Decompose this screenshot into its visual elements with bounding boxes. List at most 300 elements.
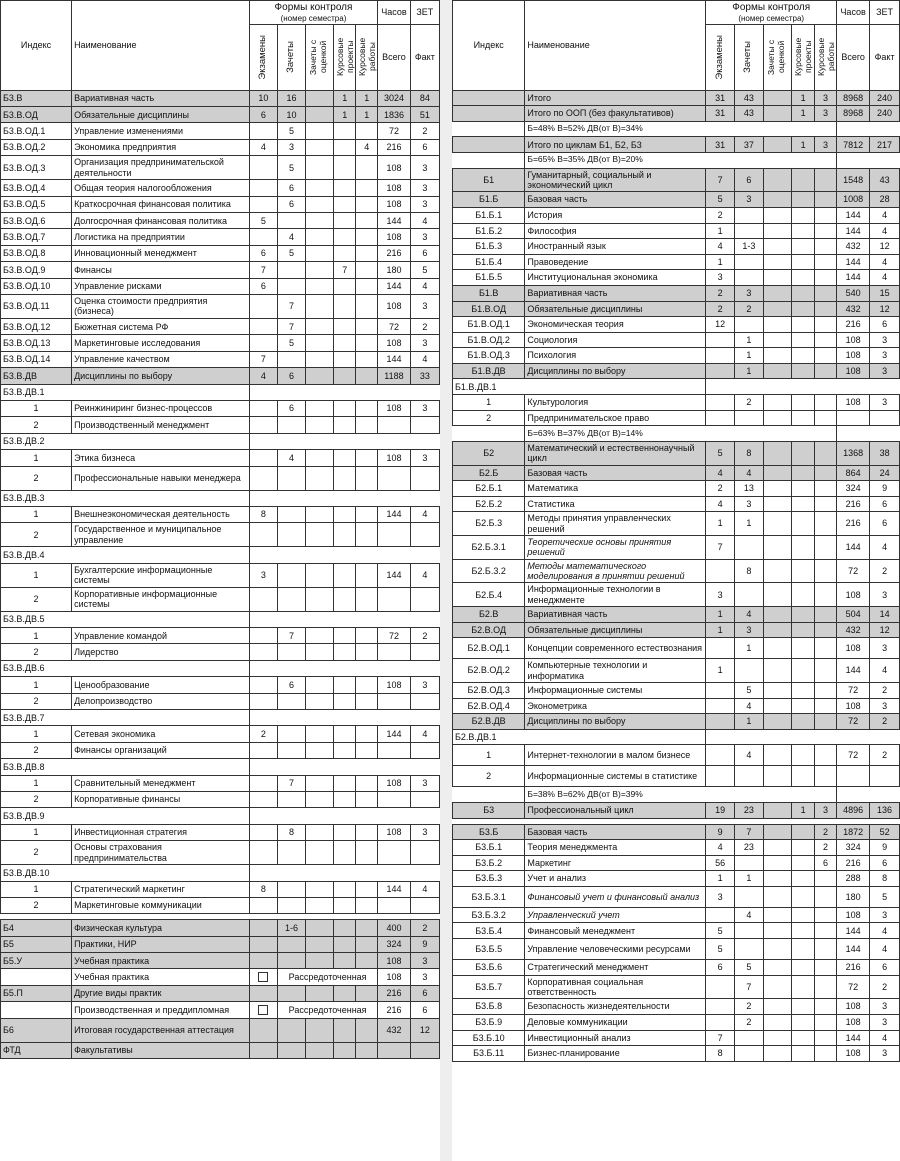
kurs-raboty-cell: 2 (814, 840, 836, 856)
zachety-ocenka-cell (306, 1042, 334, 1058)
ratio-spacer (453, 426, 525, 442)
zachety-cell: 4 (277, 229, 305, 245)
kurs-proekty-cell (334, 506, 356, 522)
total-hours-cell (378, 466, 410, 490)
total-hours-cell: 144 (378, 213, 410, 229)
total-hours-cell: 400 (378, 920, 410, 936)
row-name: Маркетинговые коммуникации (72, 897, 250, 913)
exams-cell: 7 (249, 351, 277, 367)
row-name: Вариативная часть (72, 90, 250, 106)
zet-fact-cell: 4 (870, 207, 900, 223)
exams-cell (249, 294, 277, 318)
row-name: Институциональная экономика (525, 270, 706, 286)
ratio-spacer (837, 787, 900, 803)
zet-fact-cell: 9 (410, 936, 439, 952)
row-name: Факультативы (72, 1042, 250, 1058)
exams-cell: 19 (706, 802, 735, 818)
kurs-proekty-cell (334, 523, 356, 547)
row-index: Б3.В.ОД.14 (1, 351, 72, 367)
kurs-proekty-cell (334, 196, 356, 212)
zachety-ocenka-cell (763, 622, 792, 638)
zachety-cell (277, 1018, 305, 1042)
kurs-proekty-cell (334, 936, 356, 952)
exams-cell: 1 (706, 659, 735, 683)
zachety-ocenka-cell (763, 802, 792, 818)
kurs-raboty-cell (356, 563, 378, 587)
row-name: Производственная и преддипломная (72, 1002, 250, 1018)
discipline-row (1, 1002, 440, 1018)
zachety-ocenka-cell (306, 368, 334, 384)
zachety-ocenka-cell (306, 156, 334, 180)
zachety-ocenka-cell (763, 332, 792, 348)
exams-cell (249, 1042, 277, 1058)
kurs-raboty-cell (814, 496, 836, 512)
row-index: 2 (1, 644, 72, 660)
zachety-cell (734, 583, 763, 607)
exams-cell (706, 1014, 735, 1030)
discipline-row (1, 791, 440, 807)
exams-cell (706, 698, 735, 714)
zachety-label: Зачеты (285, 41, 297, 74)
kurs-proekty-cell (334, 985, 356, 1001)
exams-cell (249, 466, 277, 490)
zet-fact-cell (410, 466, 439, 490)
zachety-cell (734, 207, 763, 223)
total-hours-cell: 72 (837, 745, 870, 766)
row-name: Корпоративные финансы (72, 791, 250, 807)
zet-fact-cell: 2 (870, 975, 900, 999)
kurs-raboty-cell (814, 441, 836, 465)
zachety-ocenka-cell (763, 481, 792, 497)
exams-cell: 1 (706, 622, 735, 638)
kurs-raboty-cell (356, 824, 378, 840)
row-name: Управление изменениями (72, 123, 250, 139)
row-name: Дисциплины по выбору (525, 714, 706, 730)
row-index: Б1.В.ОД (453, 301, 525, 317)
total-hours-cell: 108 (837, 583, 870, 607)
row-name: Безопасность жизнедеятельности (525, 999, 706, 1015)
exams-label: Экзамены (256, 34, 268, 80)
zachety-cell: 4 (734, 465, 763, 481)
row-index: Б3.В.ОД.1 (1, 123, 72, 139)
zachety-ocenka-cell (763, 886, 792, 907)
total-hours-cell: 144 (837, 659, 870, 683)
zet-fact-cell: 3 (870, 999, 900, 1015)
row-index: 1 (1, 628, 72, 644)
section-row (453, 802, 900, 818)
kurs-proekty-cell (334, 953, 356, 969)
row-name: Внешнеэкономическая деятельность (72, 506, 250, 522)
discipline-row (1, 180, 440, 196)
row-index: Б3.Б.11 (453, 1046, 525, 1062)
zet-fact-cell: 2 (870, 714, 900, 730)
zachety-cell: 6 (277, 368, 305, 384)
kurs-raboty-cell (356, 523, 378, 547)
total-hours-cell: 108 (837, 332, 870, 348)
row-name: Иностранный язык (525, 239, 706, 255)
zet-fact-cell: 3 (410, 180, 439, 196)
zet-fact-cell: 136 (870, 802, 900, 818)
zachety-ocenka-cell (763, 855, 792, 871)
zachety-ocenka-cell (306, 318, 334, 334)
zachety-ocenka-cell (306, 294, 334, 318)
zet-fact-cell: 2 (870, 745, 900, 766)
total-hours-cell: 288 (837, 871, 870, 887)
kurs-raboty-cell (356, 1042, 378, 1058)
elective-block-index: Б3.В.ДВ.8 (1, 759, 250, 775)
exams-cell (706, 682, 735, 698)
kurs-raboty-cell (814, 960, 836, 976)
total-hours-cell: 1548 (837, 168, 870, 192)
kurs-raboty-cell: 3 (814, 137, 836, 153)
exams-cell (706, 975, 735, 999)
zet-fact-cell: 15 (870, 285, 900, 301)
row-name: Профессиональные навыки менеджера (72, 466, 250, 490)
zachety-ocenka-cell (763, 168, 792, 192)
section-row (453, 441, 900, 465)
total-hours-cell: 144 (837, 254, 870, 270)
total-hours-cell: 144 (837, 536, 870, 560)
zet-fact-cell: 4 (870, 536, 900, 560)
zachety-ocenka-cell (763, 840, 792, 856)
zachety-ocenka-cell (306, 824, 334, 840)
zachety-ocenka-cell (763, 907, 792, 923)
row-name: Стратегический маркетинг (72, 881, 250, 897)
row-name: Методы принятия управленческих решений (525, 512, 706, 536)
row-name: Другие виды практик (72, 985, 250, 1001)
exams-cell: 8 (249, 506, 277, 522)
total-hours-cell: 108 (378, 229, 410, 245)
kurs-raboty-cell (356, 920, 378, 936)
row-index (453, 137, 525, 153)
total-hours-cell: 108 (378, 775, 410, 791)
kurs-raboty-cell (356, 180, 378, 196)
row-name: Информационные технологии в менеджменте (525, 583, 706, 607)
kurs-raboty-cell (356, 791, 378, 807)
kurs-raboty-cell: 2 (814, 824, 836, 840)
row-name: Краткосрочная финансовая политика (72, 196, 250, 212)
discipline-row (453, 207, 900, 223)
discipline-row (453, 512, 900, 536)
discipline-row (453, 886, 900, 907)
row-index: Б2.В (453, 607, 525, 623)
kurs-raboty-cell (814, 363, 836, 379)
row-name: Профессиональный цикл (525, 802, 706, 818)
total-hours-cell: 216 (378, 985, 410, 1001)
row-index: 2 (1, 417, 72, 433)
kurs-raboty-cell (356, 953, 378, 969)
kurs-raboty-cell (814, 192, 836, 208)
row-name: Методы математического моделирования в принятии решений (525, 559, 706, 583)
total-hours-cell: 144 (837, 923, 870, 939)
elective-block-index: Б3.В.ДВ.2 (1, 433, 250, 449)
row-index: Б1.Б.1 (453, 207, 525, 223)
kurs-proekty-cell (792, 223, 814, 239)
row-index: Б3.В.ОД.12 (1, 318, 72, 334)
exams-cell (249, 920, 277, 936)
kurs-proekty-cell (334, 628, 356, 644)
kurs-raboty-cell: 1 (356, 90, 378, 106)
kurs-proekty-cell (792, 559, 814, 583)
exams-cell: 6 (706, 960, 735, 976)
row-name: Бюжетная система РФ (72, 318, 250, 334)
total-hours-cell: 144 (837, 939, 870, 960)
kurs-raboty-cell (814, 1046, 836, 1062)
zachety-ocenka-cell (763, 682, 792, 698)
kurs-raboty-cell (356, 693, 378, 709)
kurs-raboty-cell (814, 999, 836, 1015)
row-name: Ценообразование (72, 677, 250, 693)
kurs-proekty-cell (334, 775, 356, 791)
row-name: Реинжиниринг бизнес-процессов (72, 400, 250, 416)
row-name: Базовая часть (525, 824, 706, 840)
elective-block-header (1, 710, 440, 726)
total-hours-cell: 144 (837, 207, 870, 223)
row-name: Сетевая экономика (72, 726, 250, 742)
zachety-cell (277, 262, 305, 278)
total-hours-cell: 180 (837, 886, 870, 907)
exams-cell (249, 985, 277, 1001)
zachety-cell: 1 (734, 348, 763, 364)
zet-fact-cell: 4 (410, 726, 439, 742)
ratio-text: Б=65% В=35% ДВ(от В)=20% (525, 153, 837, 169)
kurs-proekty-cell (792, 512, 814, 536)
exams-cell: 4 (706, 840, 735, 856)
row-index: Б1.В.ОД.1 (453, 317, 525, 333)
kurs-raboty-cell (814, 512, 836, 536)
exams-cell: 31 (706, 90, 735, 106)
zet-fact-cell: 2 (870, 559, 900, 583)
row-name: Социология (525, 332, 706, 348)
kurs-raboty-cell (356, 245, 378, 261)
zachety-cell: 3 (734, 622, 763, 638)
kurs-raboty-cell (356, 123, 378, 139)
col-index-header: Индекс (1, 1, 72, 91)
section-row (453, 106, 900, 122)
row-name: Вариативная часть (525, 607, 706, 623)
total-hours-cell: 216 (837, 317, 870, 333)
exams-cell: 5 (249, 213, 277, 229)
row-name: Итого по циклам Б1, Б2, Б3 (525, 137, 706, 153)
exams-cell: 31 (706, 137, 735, 153)
discipline-row (1, 294, 440, 318)
exams-cell: 10 (249, 90, 277, 106)
row-name: Базовая часть (525, 465, 706, 481)
zet-fact-cell: 3 (410, 824, 439, 840)
zachety-ocenka-cell (306, 953, 334, 969)
zachety-cell (277, 841, 305, 865)
ratio-row (453, 787, 900, 803)
kurs-raboty-cell (356, 417, 378, 433)
zachety-ocenka-cell (306, 644, 334, 660)
zachety-ocenka-cell (306, 791, 334, 807)
row-index: 2 (1, 742, 72, 758)
kurs-raboty-cell (814, 698, 836, 714)
discipline-row (453, 975, 900, 999)
exams-cell (249, 318, 277, 334)
row-index: 2 (1, 841, 72, 865)
row-name: Психология (525, 348, 706, 364)
kurs-raboty-cell (814, 410, 836, 426)
zachety-ocenka-cell (306, 450, 334, 466)
row-name: Дисциплины по выбору (525, 363, 706, 379)
zet-fact-cell (410, 417, 439, 433)
total-hours-cell: 144 (378, 563, 410, 587)
kurs-proekty-cell (792, 465, 814, 481)
discipline-row (1, 881, 440, 897)
elective-block-spacer (249, 384, 439, 400)
zachety-cell: 6 (734, 168, 763, 192)
row-index: 2 (1, 587, 72, 611)
kurs-proekty-cell (334, 563, 356, 587)
kurs-raboty-cell (356, 213, 378, 229)
row-index: Б3.В.ДВ (1, 368, 72, 384)
zachety-cell: 5 (734, 960, 763, 976)
kurs-proekty-cell (334, 677, 356, 693)
zachety-cell: 1 (734, 871, 763, 887)
zachety-cell: 1-3 (734, 239, 763, 255)
row-index: Б6 (1, 1018, 72, 1042)
col-total-header: Всего (837, 24, 870, 90)
exams-cell: 5 (706, 923, 735, 939)
zachety-ocenka-cell (763, 192, 792, 208)
zachety-cell: 3 (734, 192, 763, 208)
total-hours-cell: 144 (378, 726, 410, 742)
discipline-row (1, 450, 440, 466)
zet-fact-cell: 12 (410, 1018, 439, 1042)
total-hours-cell: 432 (837, 239, 870, 255)
total-hours-cell: 216 (378, 245, 410, 261)
total-hours-cell (378, 897, 410, 913)
row-name: Маркетинговые исследования (72, 335, 250, 351)
exams-cell (706, 395, 735, 411)
discipline-row (1, 824, 440, 840)
row-index: Б3.Б.3.2 (453, 907, 525, 923)
total-hours-cell: 216 (837, 855, 870, 871)
zet-fact-cell: 6 (410, 985, 439, 1001)
total-hours-cell: 144 (378, 351, 410, 367)
row-name: Управление качеством (72, 351, 250, 367)
section-row (1, 920, 440, 936)
row-index: 1 (1, 400, 72, 416)
exams-cell: 5 (706, 192, 735, 208)
kurs-proekty-cell (792, 714, 814, 730)
row-name: Учебная практика (72, 969, 250, 985)
row-name: Философия (525, 223, 706, 239)
row-index: Б2.В.ОД.3 (453, 682, 525, 698)
zet-fact-cell: 4 (870, 254, 900, 270)
elective-block-spacer (249, 808, 439, 824)
row-index: 1 (1, 775, 72, 791)
row-index: Б2.В.ОД.2 (453, 659, 525, 683)
col-zet-header: ЗЕТ (410, 1, 439, 25)
zachety-ocenka-cell (763, 496, 792, 512)
exams-cell: 1 (706, 512, 735, 536)
zet-fact-cell: 6 (870, 317, 900, 333)
elective-block-header (1, 547, 440, 563)
total-hours-cell: 72 (378, 123, 410, 139)
zet-fact-cell: 6 (870, 512, 900, 536)
kurs-proekty-cell (792, 481, 814, 497)
zachety-cell (277, 791, 305, 807)
zachety-cell (734, 536, 763, 560)
row-index: 1 (453, 395, 525, 411)
exams-cell (706, 559, 735, 583)
kurs-raboty-cell (814, 465, 836, 481)
exams-cell (249, 791, 277, 807)
kurs-proekty-cell (792, 363, 814, 379)
kurs-raboty-cell (356, 262, 378, 278)
col-fact-header: Факт (870, 24, 900, 90)
zachety-cell: 2 (734, 1014, 763, 1030)
total-hours-cell (378, 644, 410, 660)
discipline-row (453, 410, 900, 426)
discipline-row (453, 907, 900, 923)
total-hours-cell: 1008 (837, 192, 870, 208)
distributed-checkbox[interactable] (258, 1005, 268, 1015)
zet-fact-cell: 24 (870, 465, 900, 481)
row-name: Лидерство (72, 644, 250, 660)
row-index: 2 (1, 897, 72, 913)
exams-cell (249, 677, 277, 693)
kurs-proekty-cell (334, 1018, 356, 1042)
row-name: Управление командой (72, 628, 250, 644)
kurs-proekty-cell (334, 139, 356, 155)
row-index: Б3.В.ОД.9 (1, 262, 72, 278)
exams-cell: 4 (706, 496, 735, 512)
zet-fact-cell: 6 (870, 496, 900, 512)
discipline-row (453, 939, 900, 960)
row-index: Б3 (453, 802, 525, 818)
exams-cell (706, 745, 735, 766)
kurs-raboty-cell (814, 395, 836, 411)
kurs-raboty-label: Курсовые работы (815, 38, 836, 77)
kurs-proekty-cell (792, 999, 814, 1015)
kurs-raboty-cell (356, 318, 378, 334)
total-hours-cell: 216 (837, 496, 870, 512)
col-exams-header (706, 24, 735, 90)
row-index (453, 90, 525, 106)
kurs-proekty-cell (334, 123, 356, 139)
kurs-proekty-cell: 1 (334, 90, 356, 106)
distributed-checkbox[interactable] (258, 972, 268, 982)
row-index: Б5 (1, 936, 72, 952)
row-index: Б3.Б.3.1 (453, 886, 525, 907)
row-name: Долгосрочная финансовая политика (72, 213, 250, 229)
row-index: Б1.Б (453, 192, 525, 208)
discipline-row (1, 466, 440, 490)
total-hours-cell: 864 (837, 465, 870, 481)
zet-fact-cell: 3 (870, 907, 900, 923)
kurs-proekty-cell (792, 659, 814, 683)
kurs-raboty-cell (814, 607, 836, 623)
kurs-proekty-label: Курсовые проекты (793, 38, 814, 77)
row-name: Компьютерные технологии и информатика (525, 659, 706, 683)
zachety-ocenka-cell (306, 506, 334, 522)
total-hours-cell: 108 (837, 1046, 870, 1062)
zachety-ocenka-cell (306, 523, 334, 547)
exams-cell (249, 123, 277, 139)
zet-fact-cell (410, 693, 439, 709)
total-hours-cell: 540 (837, 285, 870, 301)
row-index: 2 (1, 791, 72, 807)
kurs-raboty-cell (356, 450, 378, 466)
row-index: Б3.В.ОД.2 (1, 139, 72, 155)
zachety-ocenka-label: Зачеты с оценкой (765, 39, 786, 75)
row-name: Физическая культура (72, 920, 250, 936)
kurs-proekty-cell: 1 (792, 137, 814, 153)
total-hours-cell: 216 (378, 139, 410, 155)
